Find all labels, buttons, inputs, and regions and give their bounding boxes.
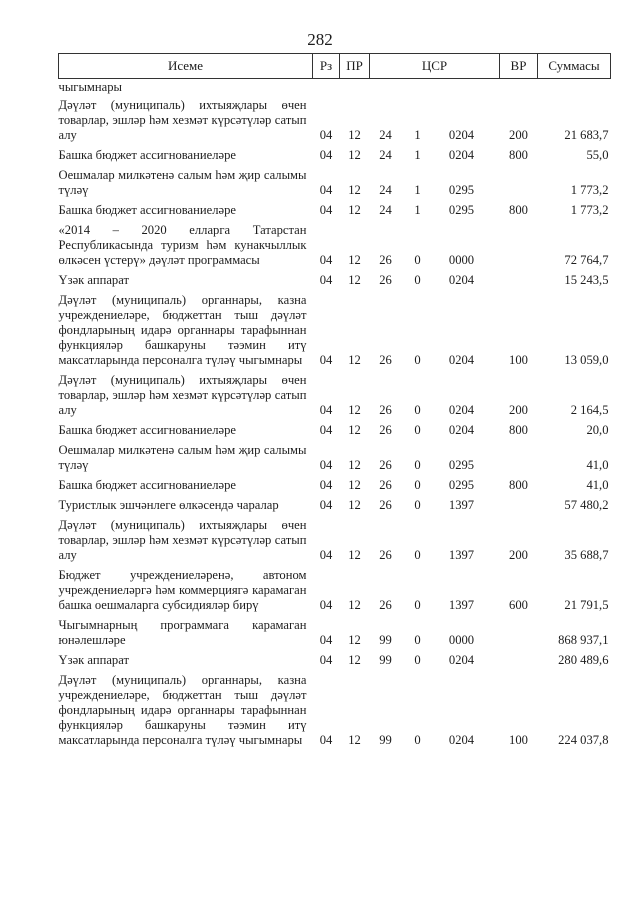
row-csr-subprogram: 0 <box>414 633 421 647</box>
row-vr: 200 <box>509 128 528 142</box>
row-name: Туристлык эшчәнлеге өлкәсендә чаралар <box>58 498 279 512</box>
header-sum: Суммасы <box>538 54 611 79</box>
row-csr-program: 24 <box>379 128 392 142</box>
row-pr: 12 <box>348 633 361 647</box>
row-vr <box>500 618 538 653</box>
table-row <box>59 293 611 373</box>
row-csr-subprogram: 1 <box>414 183 421 197</box>
table-row <box>59 273 611 293</box>
row-pr: 12 <box>348 598 361 612</box>
row-rz: 04 <box>319 203 333 217</box>
row-csr-direction: 0295 <box>448 458 475 472</box>
table-row <box>59 568 611 618</box>
row-csr-program: 24 <box>379 203 392 217</box>
row-name: Дәүләт (муниципаль) органнары, казна учреждениеләре, бюджеттан тыш дәүләт фондларының идарә органнары тарафыннан функцияләр башкаруны тәэмин итү максатларында персоналга түләү чыгымнары <box>58 293 307 367</box>
row-csr-subprogram: 0 <box>414 458 421 472</box>
row-pr: 12 <box>348 458 361 472</box>
row-sum: 55,0 <box>586 148 609 162</box>
row-csr <box>370 273 500 293</box>
table-row <box>59 653 611 673</box>
row-csr-program: 24 <box>379 148 392 162</box>
row-csr-program: 26 <box>379 498 392 512</box>
table-row <box>59 148 611 168</box>
row-sum: 1 773,2 <box>570 183 609 197</box>
budget-table <box>58 53 611 753</box>
row-vr <box>500 653 538 673</box>
table-row <box>59 79 611 99</box>
row-sum: 57 480,2 <box>564 498 609 512</box>
row-vr <box>500 79 538 99</box>
row-rz <box>313 79 340 99</box>
header-rz: Рз <box>313 54 340 79</box>
row-csr <box>370 518 500 568</box>
row-csr <box>370 373 500 423</box>
row-name: Үзәк аппарат <box>58 273 129 287</box>
row-pr: 12 <box>348 353 361 367</box>
row-csr-program: 26 <box>379 478 392 492</box>
row-csr-direction: 0000 <box>448 253 475 267</box>
table-row <box>59 443 611 478</box>
row-sum: 21 683,7 <box>564 128 609 142</box>
row-rz: 04 <box>319 498 333 512</box>
row-name: Башка бюджет ассигнованиеләре <box>58 203 236 217</box>
row-vr <box>500 443 538 478</box>
row-pr: 12 <box>348 548 361 562</box>
row-csr-direction: 0204 <box>448 273 475 287</box>
row-sum: 21 791,5 <box>564 598 609 612</box>
row-csr <box>370 79 500 99</box>
row-rz: 04 <box>319 653 333 667</box>
table-row <box>59 98 611 148</box>
row-csr-subprogram: 0 <box>414 273 421 287</box>
row-csr-subprogram: 0 <box>414 423 421 437</box>
row-csr <box>370 443 500 478</box>
row-vr: 800 <box>509 478 528 492</box>
page-number: 282 <box>307 30 333 49</box>
row-name: «2014 – 2020 елларга Татарстан Республикасында туризм һәм кунакчыллык өлкәсен үстерү» дәүләт программасы <box>58 223 307 267</box>
row-csr-subprogram: 1 <box>414 128 421 142</box>
row-csr-direction: 0204 <box>448 128 475 142</box>
row-pr: 12 <box>348 273 361 287</box>
table-row <box>59 618 611 653</box>
row-name: Үзәк аппарат <box>58 653 129 667</box>
row-vr: 100 <box>509 353 528 367</box>
row-vr: 200 <box>509 548 528 562</box>
budget-table-container <box>58 53 610 753</box>
row-pr: 12 <box>348 423 361 437</box>
row-sum: 41,0 <box>586 458 609 472</box>
row-rz: 04 <box>319 423 333 437</box>
table-row <box>59 478 611 498</box>
header-name: Исеме <box>59 54 313 79</box>
row-csr-direction: 0204 <box>448 423 475 437</box>
row-csr <box>370 223 500 273</box>
row-rz: 04 <box>319 128 333 142</box>
row-csr <box>370 478 500 498</box>
row-csr <box>370 203 500 223</box>
row-rz: 04 <box>319 148 333 162</box>
table-row <box>59 168 611 203</box>
row-csr-direction: 1397 <box>448 598 475 612</box>
row-rz: 04 <box>319 273 333 287</box>
row-csr <box>370 293 500 373</box>
row-name: Башка бюджет ассигнованиеләре <box>58 423 236 437</box>
header-pr: ПР <box>340 54 370 79</box>
row-csr-program: 99 <box>379 733 392 747</box>
row-rz: 04 <box>319 403 333 417</box>
row-csr-subprogram: 0 <box>414 253 421 267</box>
row-sum: 41,0 <box>586 478 609 492</box>
row-csr <box>370 148 500 168</box>
row-csr-direction: 0204 <box>448 148 475 162</box>
row-csr <box>370 168 500 203</box>
row-rz: 04 <box>319 353 333 367</box>
row-pr: 12 <box>348 478 361 492</box>
table-body <box>59 79 611 754</box>
row-name: Оешмалар милкәтенә салым һәм җир салымы түләү <box>58 443 307 472</box>
row-rz: 04 <box>319 733 333 747</box>
table-row <box>59 373 611 423</box>
row-csr <box>370 423 500 443</box>
row-csr-subprogram: 0 <box>414 498 421 512</box>
row-sum: 280 489,6 <box>558 653 609 667</box>
row-csr-subprogram: 0 <box>414 478 421 492</box>
row-sum: 35 688,7 <box>564 548 609 562</box>
row-vr <box>500 498 538 518</box>
row-csr-direction: 0204 <box>448 653 475 667</box>
row-csr-direction: 0000 <box>448 633 475 647</box>
row-csr-program: 26 <box>379 598 392 612</box>
row-vr: 100 <box>509 733 528 747</box>
row-name: Башка бюджет ассигнованиеләре <box>58 478 236 492</box>
row-csr-program: 26 <box>379 458 392 472</box>
row-pr: 12 <box>348 733 361 747</box>
row-name: Чыгымнарның программага карамаган юнәлешләре <box>58 618 307 647</box>
header-vr: ВР <box>500 54 538 79</box>
row-vr <box>500 223 538 273</box>
row-csr-subprogram: 1 <box>414 203 421 217</box>
row-rz: 04 <box>319 478 333 492</box>
row-csr <box>370 98 500 148</box>
table-row <box>59 673 611 753</box>
table-row <box>59 498 611 518</box>
row-vr: 600 <box>509 598 528 612</box>
row-pr: 12 <box>348 653 361 667</box>
row-csr-program: 99 <box>379 633 392 647</box>
row-csr <box>370 653 500 673</box>
row-sum: 20,0 <box>586 423 609 437</box>
table-row <box>59 223 611 273</box>
row-pr: 12 <box>348 403 361 417</box>
row-name: Дәүләт (муниципаль) ихтыяҗлары өчен товарлар, эшләр һәм хезмәт күрсәтүләр сатып алу <box>58 518 307 562</box>
row-csr-program: 26 <box>379 548 392 562</box>
row-csr-subprogram: 0 <box>414 653 421 667</box>
row-csr-program: 26 <box>379 423 392 437</box>
row-pr: 12 <box>348 148 361 162</box>
row-name: Бюджет учреждениеләренә, автоном учреждениеләргә һәм коммерциягә карамаган башка оешмаларга субсидияләр бирү <box>58 568 307 612</box>
table-row <box>59 203 611 223</box>
table-row <box>59 423 611 443</box>
row-csr <box>370 618 500 653</box>
row-sum: 72 764,7 <box>564 253 609 267</box>
row-csr-direction: 0204 <box>448 403 475 417</box>
row-sum: 2 164,5 <box>570 403 609 417</box>
row-sum: 15 243,5 <box>564 273 609 287</box>
row-name: Дәүләт (муниципаль) органнары, казна учреждениеләре, бюджеттан тыш дәүләт фондларының идарә органнары тарафыннан функцияләр башкаруны тәэмин итү максатларында персоналга түләү чыгымнары <box>58 673 307 747</box>
row-csr-program: 99 <box>379 653 392 667</box>
row-sum: 868 937,1 <box>558 633 609 647</box>
row-sum <box>538 79 611 99</box>
row-vr: 200 <box>509 403 528 417</box>
table-row <box>59 518 611 568</box>
row-vr: 800 <box>509 423 528 437</box>
row-vr: 800 <box>509 148 528 162</box>
row-csr-subprogram: 0 <box>414 403 421 417</box>
row-csr-direction: 0295 <box>448 183 475 197</box>
row-name: Башка бюджет ассигнованиеләре <box>58 148 236 162</box>
row-csr-program: 26 <box>379 353 392 367</box>
row-name: Дәүләт (муниципаль) ихтыяҗлары өчен товарлар, эшләр һәм хезмәт күрсәтүләр сатып алу <box>58 98 307 142</box>
row-csr <box>370 568 500 618</box>
row-csr-direction: 1397 <box>448 548 475 562</box>
row-csr <box>370 498 500 518</box>
row-vr <box>500 168 538 203</box>
row-rz: 04 <box>319 458 333 472</box>
row-name: чыгымнары <box>58 80 122 94</box>
row-rz: 04 <box>319 548 333 562</box>
row-csr-program: 26 <box>379 403 392 417</box>
row-csr <box>370 673 500 753</box>
row-csr-subprogram: 0 <box>414 353 421 367</box>
row-csr-direction: 0204 <box>448 353 475 367</box>
row-pr: 12 <box>348 183 361 197</box>
row-csr-program: 26 <box>379 273 392 287</box>
row-csr-program: 26 <box>379 253 392 267</box>
row-csr-subprogram: 0 <box>414 598 421 612</box>
header-csr: ЦСР <box>370 54 500 79</box>
row-csr-direction: 1397 <box>448 498 475 512</box>
row-csr-subprogram: 1 <box>414 148 421 162</box>
row-rz: 04 <box>319 633 333 647</box>
row-name: Дәүләт (муниципаль) ихтыяҗлары өчен товарлар, эшләр һәм хезмәт күрсәтүләр сатып алу <box>58 373 307 417</box>
row-pr: 12 <box>348 253 361 267</box>
row-rz: 04 <box>319 598 333 612</box>
row-pr: 12 <box>348 203 361 217</box>
row-rz: 04 <box>319 183 333 197</box>
row-csr-direction: 0295 <box>448 478 475 492</box>
row-sum: 224 037,8 <box>558 733 609 747</box>
row-vr <box>500 273 538 293</box>
row-vr: 800 <box>509 203 528 217</box>
row-pr: 12 <box>348 498 361 512</box>
row-name: Оешмалар милкәтенә салым һәм җир салымы түләү <box>58 168 307 197</box>
row-csr-subprogram: 0 <box>414 548 421 562</box>
row-csr-direction: 0295 <box>448 203 475 217</box>
row-rz: 04 <box>319 253 333 267</box>
row-sum: 13 059,0 <box>564 353 609 367</box>
row-sum: 1 773,2 <box>570 203 609 217</box>
row-pr: 12 <box>348 128 361 142</box>
row-csr-direction: 0204 <box>448 733 475 747</box>
row-csr-program: 24 <box>379 183 392 197</box>
table-header <box>59 54 611 79</box>
row-pr <box>340 79 370 99</box>
row-csr-subprogram: 0 <box>414 733 421 747</box>
